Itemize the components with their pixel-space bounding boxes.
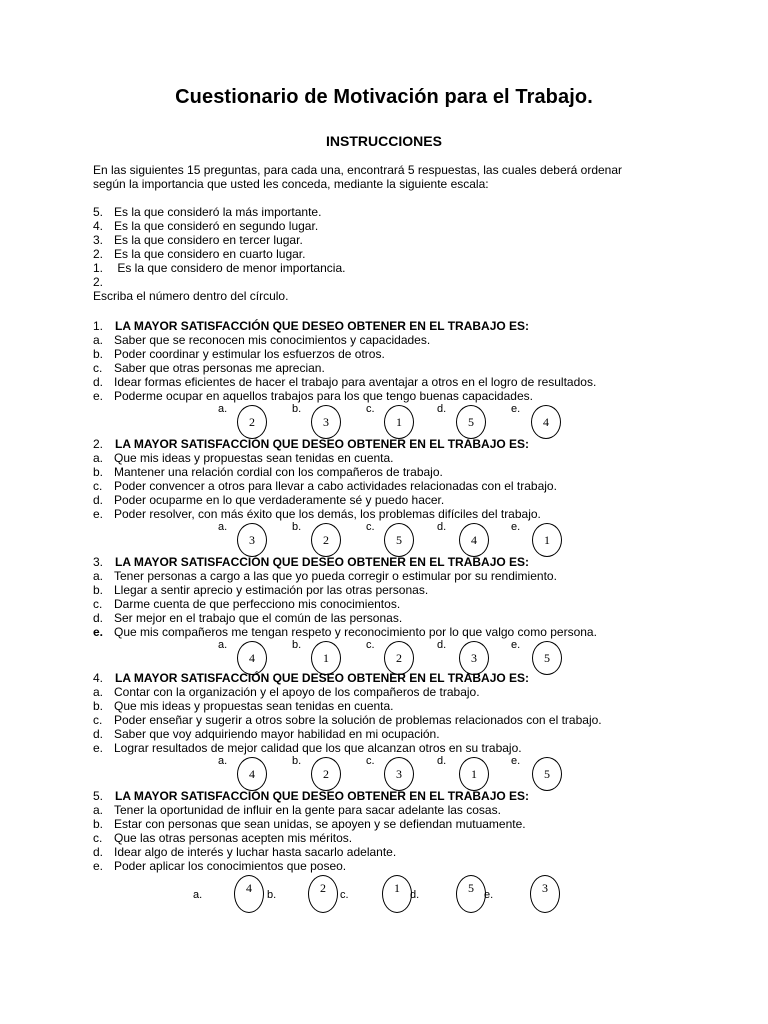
option-line bbox=[93, 375, 596, 389]
answer-letter: a. bbox=[193, 889, 203, 901]
scale-number: 4. bbox=[93, 219, 104, 233]
write-note: Escriba el número dentro del círculo. bbox=[93, 289, 289, 303]
scale-text: Es la que consideró la más importante. bbox=[114, 205, 322, 219]
answer-letter: d. bbox=[437, 521, 447, 533]
option-text: Contar con la organización y el apoyo de los compañeros de trabajo. bbox=[114, 685, 480, 699]
option-text: Lograr resultados de mejor calidad que los que alcanzan otros en su trabajo. bbox=[114, 741, 522, 755]
option-line bbox=[93, 479, 557, 493]
answer-circle[interactable]: 3 bbox=[311, 405, 341, 439]
scale-item bbox=[93, 219, 318, 233]
option-letter: c. bbox=[93, 361, 103, 375]
answer-circle[interactable]: 5 bbox=[532, 641, 562, 675]
answer-circle[interactable]: 3 bbox=[459, 641, 489, 675]
answer-circle[interactable] bbox=[530, 875, 560, 913]
answer-letter: c. bbox=[340, 889, 349, 901]
option-text: Llegar a sentir aprecio y estimación por las otras personas. bbox=[114, 583, 429, 597]
option-line bbox=[93, 845, 396, 859]
answer-letter: c. bbox=[366, 403, 375, 415]
option-line bbox=[93, 859, 346, 873]
answer-letter: b. bbox=[292, 755, 302, 767]
option-letter: d. bbox=[93, 493, 104, 507]
answer-letter: d. bbox=[437, 403, 447, 415]
answer-letter: e. bbox=[511, 521, 521, 533]
option-text: Estar con personas que sean unidas, se apoyen y se defiendan mutuamente. bbox=[114, 817, 526, 831]
answer-letter: b. bbox=[292, 521, 302, 533]
question-heading bbox=[93, 319, 529, 333]
answer-letter: b. bbox=[267, 889, 277, 901]
page-title: Cuestionario de Motivación para el Trabajo. bbox=[175, 86, 593, 108]
option-line bbox=[93, 817, 526, 831]
option-letter: e. bbox=[93, 859, 104, 873]
option-line bbox=[93, 465, 443, 479]
option-letter: a. bbox=[93, 569, 104, 583]
question-number: 3. bbox=[93, 555, 104, 569]
option-letter: e. bbox=[93, 389, 104, 403]
answer-circle[interactable]: 5 bbox=[384, 523, 414, 557]
option-text: Darme cuenta de que perfecciono mis conocimientos. bbox=[114, 597, 401, 611]
option-line bbox=[93, 597, 400, 611]
option-text: Poder enseñar y sugerir a otros sobre la solución de problemas relacionados con el trabajo. bbox=[114, 713, 602, 727]
option-letter: a. bbox=[93, 333, 104, 347]
answer-circle[interactable]: 1 bbox=[384, 405, 414, 439]
option-text: Mantener una relación cordial con los compañeros de trabajo. bbox=[114, 465, 443, 479]
question-heading-text: LA MAYOR SATISFACCIÓN QUE DESEO OBTENER EN EL TRABAJO ES: bbox=[115, 671, 530, 685]
answer-letter: d. bbox=[437, 639, 447, 651]
answer-letter: d. bbox=[437, 755, 447, 767]
answer-letter: d. bbox=[410, 889, 420, 901]
option-text: Poder aplicar los conocimientos que poseo. bbox=[114, 859, 347, 873]
option-letter: c. bbox=[93, 479, 103, 493]
option-letter: c. bbox=[93, 713, 103, 727]
answer-letter: e. bbox=[511, 403, 521, 415]
option-text: Poder resolver, con más éxito que los demás, los problemas difíciles del trabajo. bbox=[114, 507, 541, 521]
intro-line: según la importancia que usted les conceda, mediante la siguiente escala: bbox=[93, 177, 489, 191]
answer-circle[interactable] bbox=[308, 875, 338, 913]
question-number: 5. bbox=[93, 789, 104, 803]
option-letter: b. bbox=[93, 583, 104, 597]
answer-circle[interactable] bbox=[234, 875, 264, 913]
scale-number: 2. bbox=[93, 275, 104, 289]
answer-letter: b. bbox=[292, 639, 302, 651]
question-heading-text: LA MAYOR SATISFACCIÓN QUE DESEO OBTENER EN EL TRABAJO ES: bbox=[115, 319, 530, 333]
answer-circle[interactable]: 2 bbox=[237, 405, 267, 439]
option-line bbox=[93, 727, 440, 741]
answer-letter: c. bbox=[366, 639, 375, 651]
option-letter: c. bbox=[93, 597, 103, 611]
scale-number: 3. bbox=[93, 233, 104, 247]
answer-circle[interactable]: 1 bbox=[459, 757, 489, 791]
answer-value: 3 bbox=[542, 880, 548, 895]
answer-circle[interactable]: 5 bbox=[532, 757, 562, 791]
question-number: 1. bbox=[93, 319, 104, 333]
question-number: 4. bbox=[93, 671, 104, 685]
option-text: Poderme ocupar en aquellos trabajos para los que tengo buenas capacidades. bbox=[114, 389, 533, 403]
answer-value: 2 bbox=[320, 880, 326, 895]
option-letter: a. bbox=[93, 685, 104, 699]
option-letter: b. bbox=[93, 699, 104, 713]
option-letter: b. bbox=[93, 465, 104, 479]
option-text: Poder convencer a otros para llevar a cabo actividades relacionadas con el trabajo. bbox=[114, 479, 557, 493]
option-letter: e. bbox=[93, 741, 104, 755]
scale-item bbox=[93, 275, 114, 289]
option-letter: e. bbox=[93, 625, 104, 639]
option-letter: a. bbox=[93, 803, 104, 817]
option-text: Saber que se reconocen mis conocimientos y capacidades. bbox=[114, 333, 431, 347]
answer-circle[interactable]: 2 bbox=[384, 641, 414, 675]
answer-circle[interactable]: 1 bbox=[532, 523, 562, 557]
answer-circle[interactable]: 1 bbox=[311, 641, 341, 675]
intro-line: En las siguientes 15 preguntas, para cada una, encontrará 5 respuestas, las cuales deberá ordenar bbox=[93, 163, 623, 177]
option-letter: b. bbox=[93, 817, 104, 831]
scale-text: Es la que considero en cuarto lugar. bbox=[114, 247, 306, 261]
scale-item bbox=[93, 233, 303, 247]
option-line bbox=[93, 333, 430, 347]
answer-letter: e. bbox=[511, 755, 521, 767]
option-line bbox=[93, 741, 522, 755]
answer-letter: a. bbox=[218, 755, 228, 767]
option-line bbox=[93, 611, 402, 625]
option-text: Ser mejor en el trabajo que el común de las personas. bbox=[114, 611, 403, 625]
answer-letter: e. bbox=[484, 889, 494, 901]
scale-text: Es la que considero de menor importancia. bbox=[114, 261, 346, 275]
answer-letter: b. bbox=[292, 403, 302, 415]
option-text: Poder ocuparme en lo que verdaderamente sé y puedo hacer. bbox=[114, 493, 445, 507]
answer-circle[interactable]: 2 bbox=[311, 757, 341, 791]
question-heading-text: LA MAYOR SATISFACCIÓN QUE DESEO OBTENER EN EL TRABAJO ES: bbox=[115, 437, 530, 451]
option-text: Que las otras personas acepten mis méritos. bbox=[114, 831, 353, 845]
answer-value: 1 bbox=[394, 880, 400, 895]
option-letter: d. bbox=[93, 375, 104, 389]
question-heading-text: LA MAYOR SATISFACCIÓN QUE DESEO OBTENER EN EL TRABAJO ES: bbox=[115, 789, 530, 803]
option-text: Tener personas a cargo a las que yo pueda corregir o estimular por su rendimiento. bbox=[114, 569, 557, 583]
answer-circle[interactable]: 4 bbox=[459, 523, 489, 557]
option-text: Saber que otras personas me aprecian. bbox=[114, 361, 325, 375]
answer-letter: c. bbox=[366, 755, 375, 767]
option-letter: c. bbox=[93, 831, 103, 845]
option-letter: a. bbox=[93, 451, 104, 465]
option-letter: d. bbox=[93, 611, 104, 625]
question-heading-text: LA MAYOR SATISFACCIÓN QUE DESEO OBTENER EN EL TRABAJO ES: bbox=[115, 555, 530, 569]
scale-number: 1. bbox=[93, 261, 104, 275]
scale-number: 5. bbox=[93, 205, 104, 219]
scale-number: 2. bbox=[93, 247, 104, 261]
scale-item bbox=[93, 247, 305, 261]
option-letter: b. bbox=[93, 347, 104, 361]
option-line bbox=[93, 831, 352, 845]
scale-item bbox=[93, 261, 345, 275]
answer-circle[interactable] bbox=[456, 875, 486, 913]
answer-circle[interactable] bbox=[382, 875, 412, 913]
option-line bbox=[93, 347, 385, 361]
answer-circle[interactable]: 3 bbox=[384, 757, 414, 791]
answer-circle[interactable]: 5 bbox=[456, 405, 486, 439]
answer-letter: c. bbox=[366, 521, 375, 533]
option-text: Idear algo de interés y luchar hasta sacarlo adelante. bbox=[114, 845, 397, 859]
answer-letter: e. bbox=[511, 639, 521, 651]
question-number: 2. bbox=[93, 437, 104, 451]
answer-circle[interactable]: 2 bbox=[311, 523, 341, 557]
answer-value: 5 bbox=[468, 880, 474, 895]
option-line bbox=[93, 625, 597, 639]
answer-letter: a. bbox=[218, 403, 228, 415]
option-text: Poder coordinar y estimular los esfuerzos de otros. bbox=[114, 347, 385, 361]
question-heading bbox=[93, 437, 529, 451]
answer-circle[interactable]: 4 bbox=[237, 641, 267, 675]
question-heading bbox=[93, 555, 529, 569]
option-letter: e. bbox=[93, 507, 104, 521]
option-text: Que mis ideas y propuestas sean tenidas en cuenta. bbox=[114, 699, 394, 713]
option-letter: d. bbox=[93, 727, 104, 741]
option-line bbox=[93, 583, 428, 597]
option-line bbox=[93, 569, 557, 583]
scale-text: Es la que considero en tercer lugar. bbox=[114, 233, 303, 247]
option-text: Idear formas eficientes de hacer el trabajo para aventajar a otros en el logro de resultados. bbox=[114, 375, 597, 389]
option-text: Saber que voy adquiriendo mayor habilidad en mi ocupación. bbox=[114, 727, 440, 741]
answer-letter: a. bbox=[218, 521, 228, 533]
option-line bbox=[93, 507, 541, 521]
option-line bbox=[93, 451, 394, 465]
answer-circle[interactable]: 4 bbox=[531, 405, 561, 439]
option-text: Tener la oportunidad de influir en la gente para sacar adelante las cosas. bbox=[114, 803, 501, 817]
question-heading bbox=[93, 671, 529, 685]
option-line bbox=[93, 361, 325, 375]
scale-item bbox=[93, 205, 321, 219]
answer-circle[interactable]: 3 bbox=[237, 523, 267, 557]
option-letter: d. bbox=[93, 845, 104, 859]
option-line bbox=[93, 699, 394, 713]
option-line bbox=[93, 685, 480, 699]
option-text: Que mis ideas y propuestas sean tenidas en cuenta. bbox=[114, 451, 394, 465]
answer-value: 4 bbox=[246, 880, 252, 895]
scale-text: Es la que consideró en segundo lugar. bbox=[114, 219, 319, 233]
answer-circle[interactable]: 4 bbox=[237, 757, 267, 791]
option-text: Que mis compañeros me tengan respeto y reconocimiento por lo que valgo como persona. bbox=[114, 625, 597, 639]
option-line bbox=[93, 493, 444, 507]
option-line bbox=[93, 803, 501, 817]
answer-letter: a. bbox=[218, 639, 228, 651]
question-heading bbox=[93, 789, 529, 803]
option-line bbox=[93, 389, 533, 403]
option-line bbox=[93, 713, 602, 727]
instructions-heading: INSTRUCCIONES bbox=[326, 133, 442, 149]
